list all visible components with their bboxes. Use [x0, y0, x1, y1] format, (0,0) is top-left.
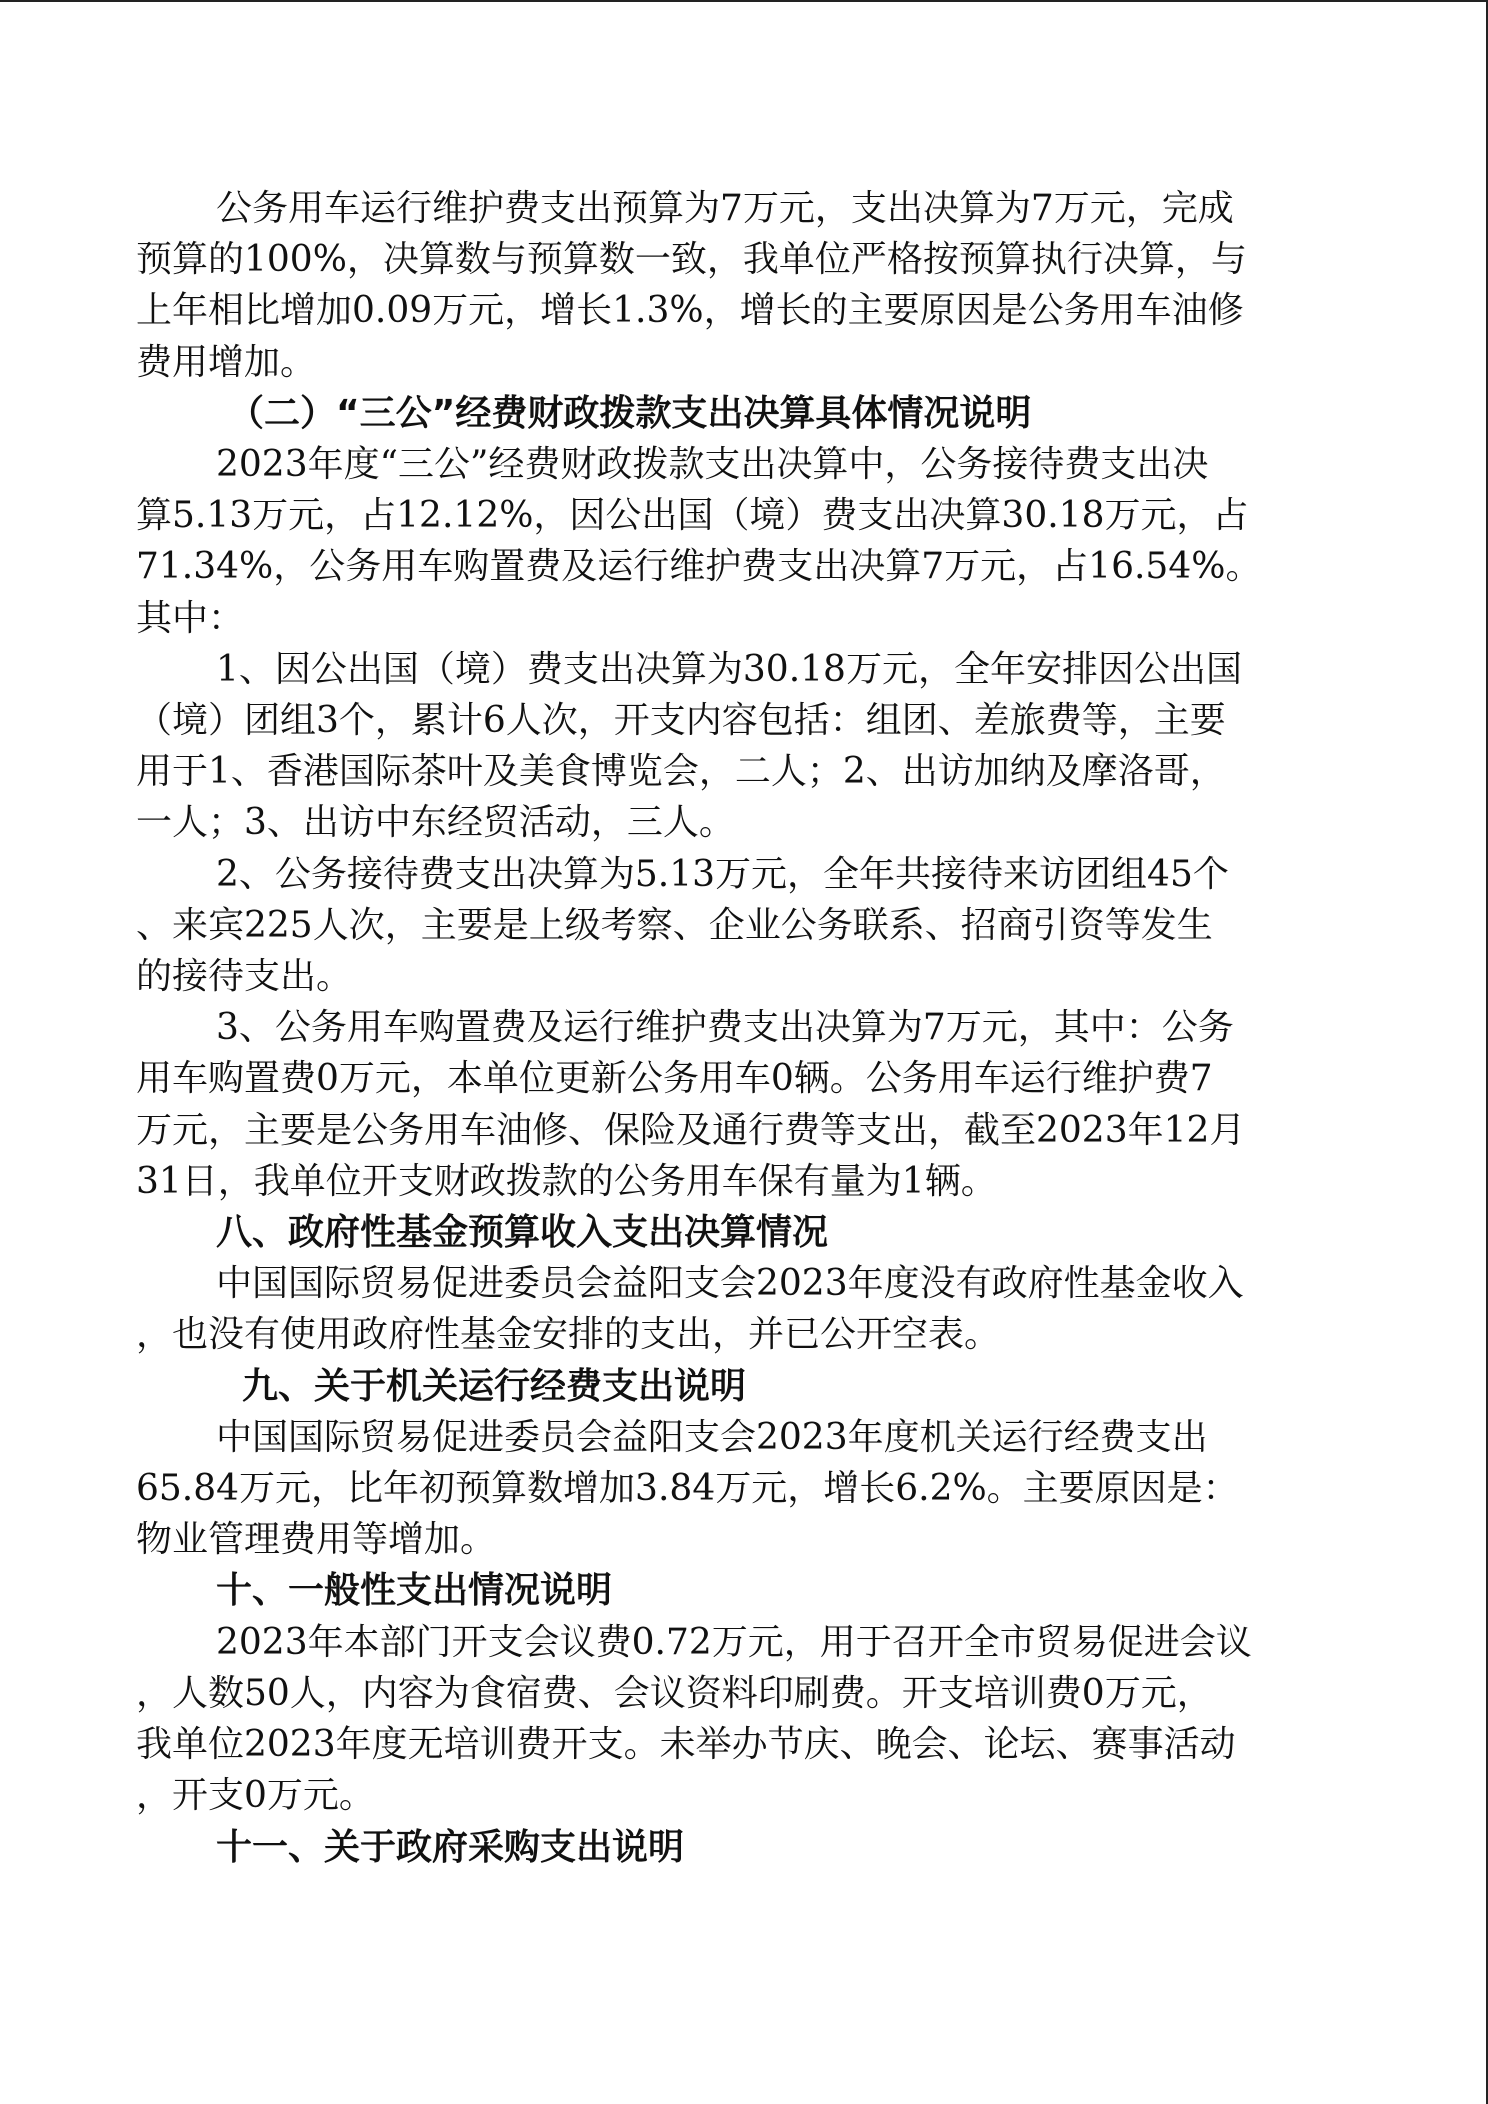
text-line: 2023年本部门开支会议费0.72万元，用于召开全市贸易促进会议 — [216, 1621, 1252, 1663]
paragraph-overseas-travel — [136, 644, 1336, 849]
text-line: 、来宾225人次，主要是上级考察、企业公务联系、招商引资等发生 — [136, 904, 1213, 946]
text-line: 上年相比增加0.09万元，增长1.3%，增长的主要原因是公务用车油修 — [136, 290, 1244, 332]
heading-san-gong-details: （二）“三公”经费财政拨款支出决算具体情况说明 — [228, 392, 1032, 434]
text-line: 3、公务用车购置费及运行维护费支出决算为7万元，其中：公务 — [216, 1007, 1234, 1049]
text-line: 65.84万元，比年初预算数增加3.84万元，增长6.2%。主要原因是： — [136, 1468, 1239, 1510]
paragraph-official-vehicles — [136, 1002, 1336, 1207]
heading-government-procurement: 十一、关于政府采购支出说明 — [216, 1826, 685, 1868]
text-line: 31日，我单位开支财政拨款的公务用车保有量为1辆。 — [136, 1160, 997, 1202]
heading-operating-expenses: 九、关于机关运行经费支出说明 — [242, 1365, 747, 1407]
text-line: 用车购置费0万元，本单位更新公务用车0辆。公务用车运行维护费7 — [136, 1058, 1213, 1100]
text-line: 公务用车运行维护费支出预算为7万元，支出决算为7万元，完成 — [216, 188, 1234, 229]
paragraph-official-reception — [136, 849, 1336, 1003]
text-line: 预算的100%，决算数与预算数一致，我单位严格按预算执行决算，与 — [136, 239, 1247, 281]
text-line: （境）团组3个，累计6人次，开支内容包括：组团、差旅费等，主要 — [136, 700, 1226, 742]
text-line: 其中： — [136, 597, 245, 639]
text-line: ，也没有使用政府性基金安排的支出，并已公开空表。 — [136, 1314, 1001, 1356]
text-line: 2、公务接待费支出决算为5.13万元，全年共接待来访团组45个 — [216, 853, 1229, 895]
text-line: 费用增加。 — [136, 341, 317, 383]
text-line: ，人数50人，内容为食宿费、会议资料印刷费。开支培训费0万元， — [136, 1672, 1213, 1714]
page-border-top — [0, 0, 1488, 2]
text-line: 算5.13万元，占12.12%，因公出国（境）费支出决算30.18万元，占 — [136, 495, 1249, 537]
text-line: 中国国际贸易促进委员会益阳支会2023年度没有政府性基金收入 — [216, 1263, 1244, 1305]
document-body — [136, 183, 1336, 1873]
paragraph-operating-expenses — [136, 1412, 1336, 1566]
text-line: 71.34%，公务用车购置费及运行维护费支出决算7万元，占16.54%。 — [136, 546, 1262, 588]
text-line: 物业管理费用等增加。 — [136, 1519, 497, 1561]
text-line: 的接待支出。 — [136, 956, 353, 998]
heading-general-expenses: 十、一般性支出情况说明 — [216, 1570, 613, 1612]
text-line: 1、因公出国（境）费支出决算为30.18万元，全年安排因公出国 — [216, 648, 1242, 690]
paragraph-vehicle-maintenance — [136, 183, 1336, 388]
text-line: 万元，主要是公务用车油修、保险及通行费等支出，截至2023年12月 — [136, 1109, 1246, 1151]
text-line: ，开支0万元。 — [136, 1775, 375, 1817]
text-line: 中国国际贸易促进委员会益阳支会2023年度机关运行经费支出 — [216, 1416, 1208, 1458]
text-line: 用于1、香港国际茶叶及美食博览会，二人；2、出访加纳及摩洛哥， — [136, 751, 1226, 793]
text-line: 一人；3、出访中东经贸活动，三人。 — [136, 802, 735, 844]
text-line: 我单位2023年度无培训费开支。未举办节庆、晚会、论坛、赛事活动 — [136, 1724, 1236, 1766]
heading-government-fund: 八、政府性基金预算收入支出决算情况 — [216, 1212, 829, 1254]
paragraph-government-fund — [136, 1258, 1336, 1360]
text-line: 2023年度“三公”经费财政拨款支出决算中，公务接待费支出决 — [216, 444, 1209, 486]
paragraph-general-expenses — [136, 1617, 1336, 1822]
paragraph-san-gong-summary — [136, 439, 1336, 644]
